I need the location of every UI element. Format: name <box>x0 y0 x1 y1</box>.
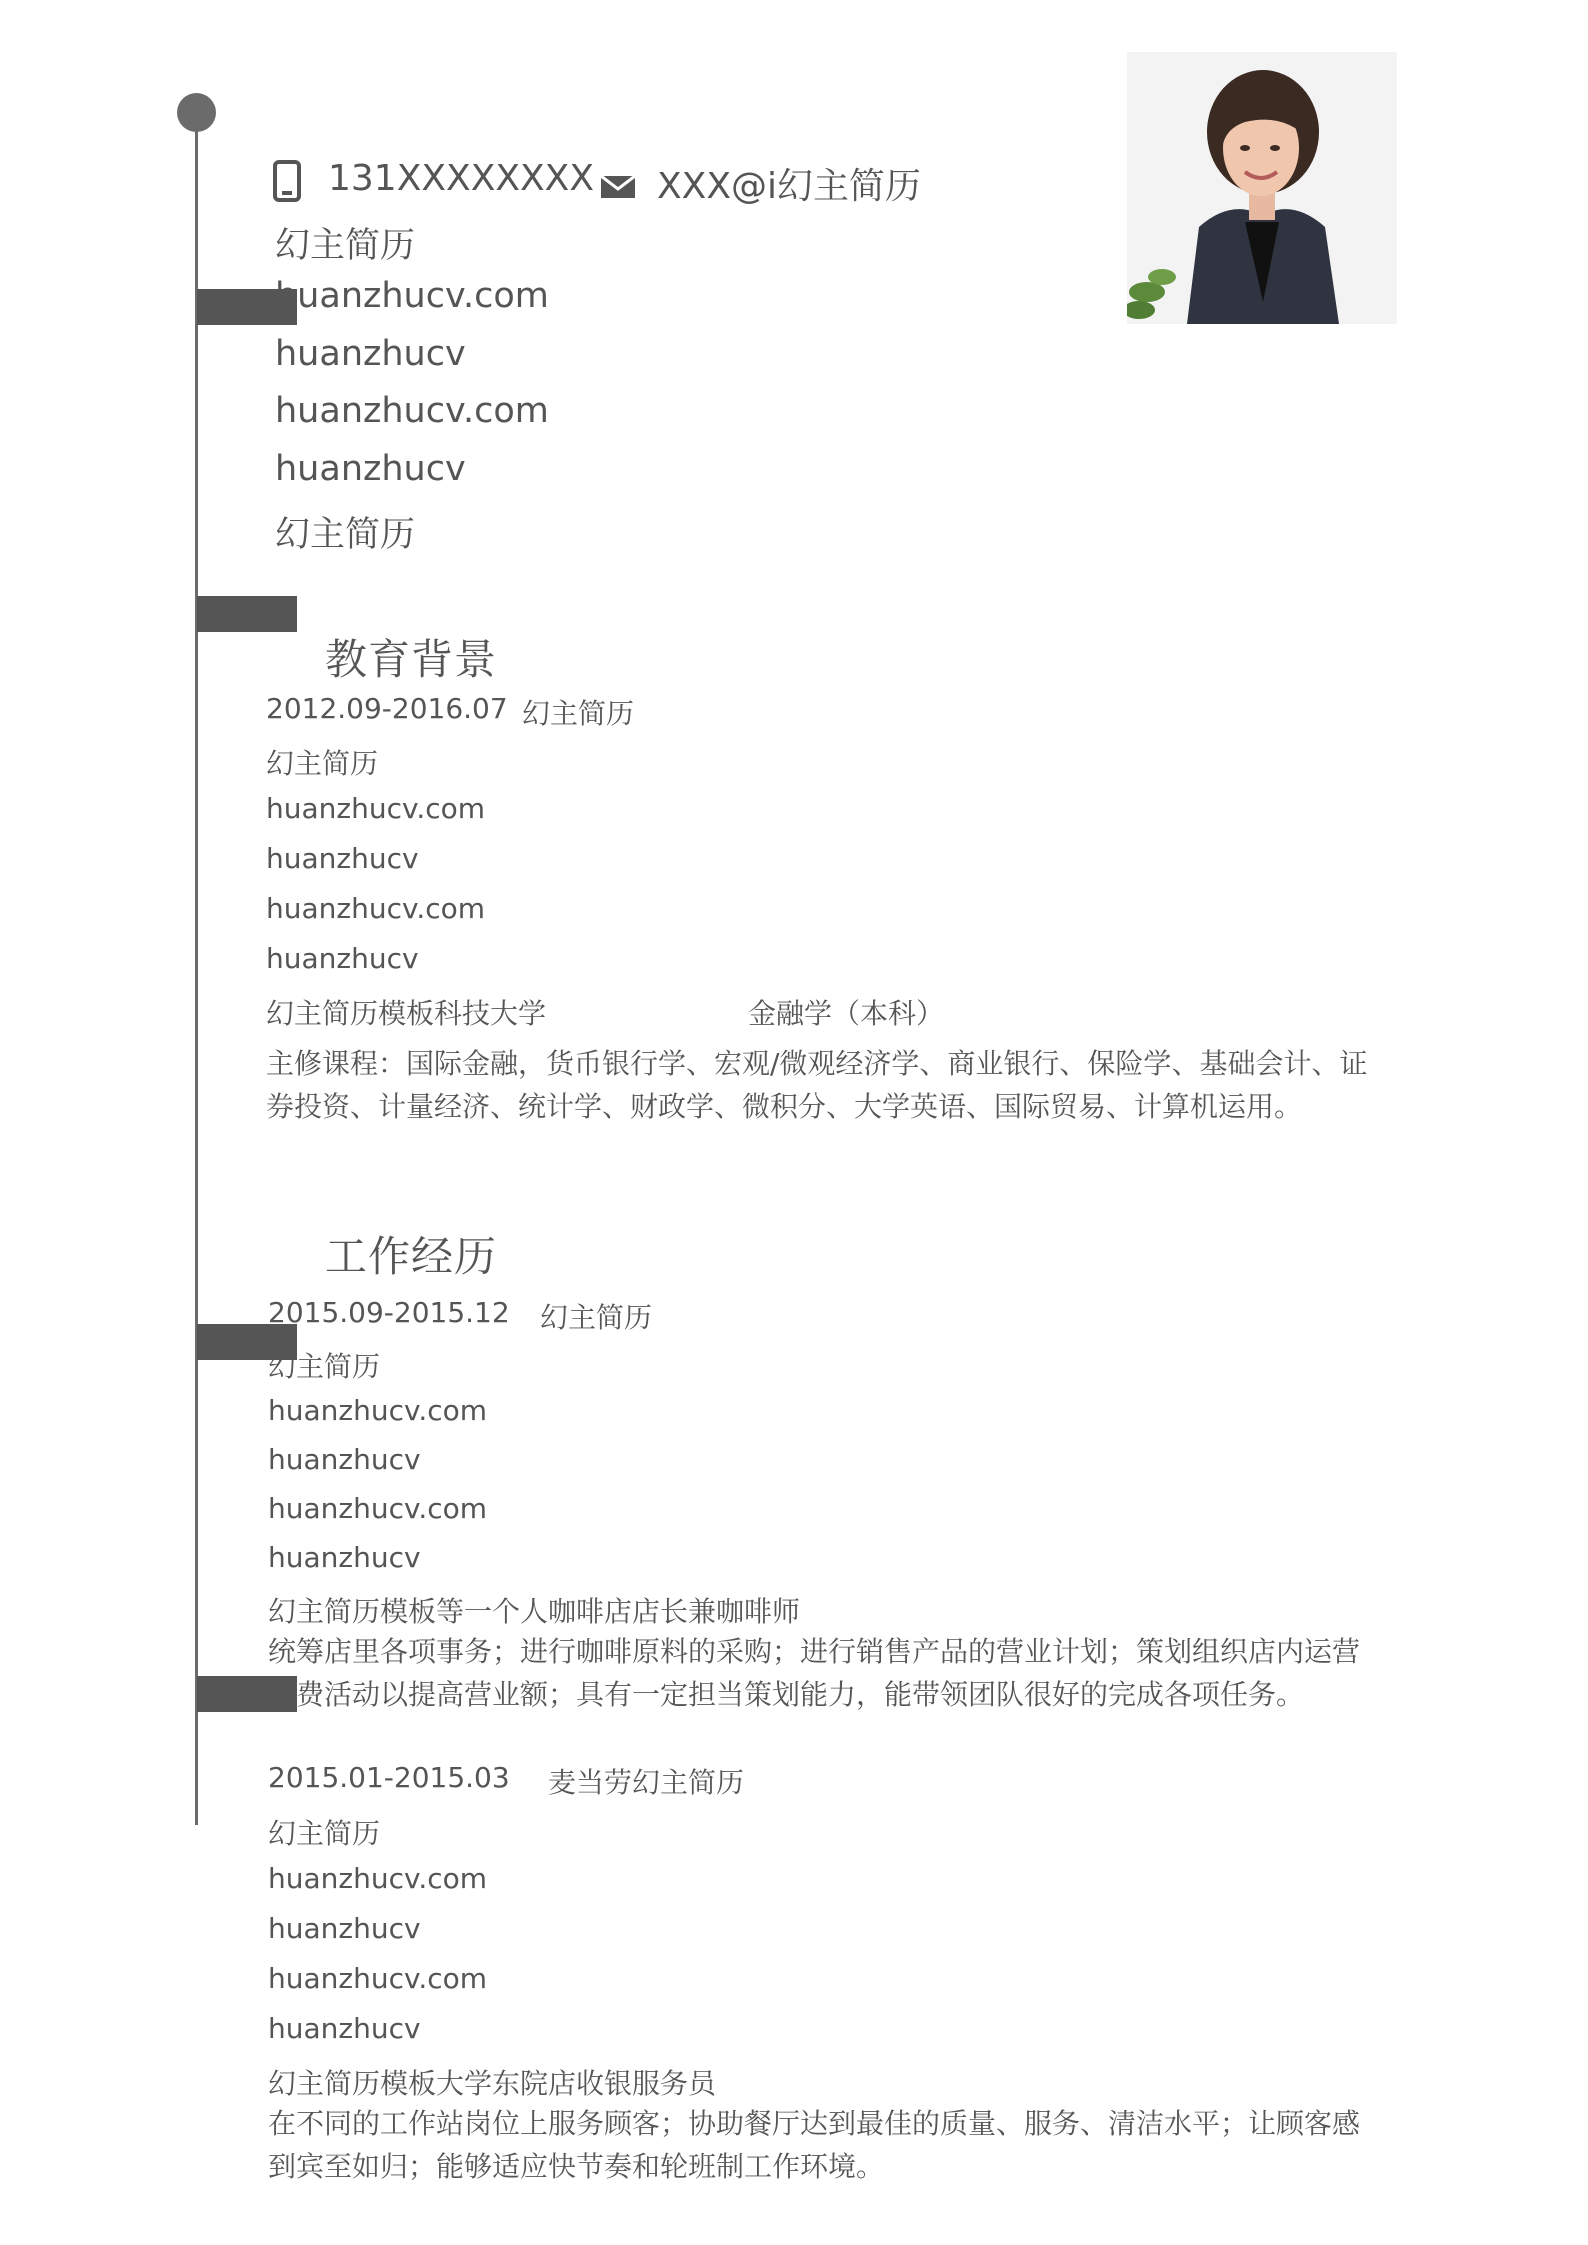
job-date: 2015.01-2015.03 <box>268 1761 510 1794</box>
profile-line: 幻主简历 <box>275 226 416 266</box>
job-line: huanzhucv <box>268 1912 421 1945</box>
profile-photo <box>1127 52 1397 324</box>
profile-line: huanzhucv <box>275 449 466 489</box>
job-role: 幻主简历模板大学东院店收银服务员 <box>268 2067 717 2100</box>
phone-icon <box>273 160 301 206</box>
job-line: huanzhucv <box>268 1443 421 1476</box>
job-description: 统筹店里各项事务；进行咖啡原料的采购；进行销售产品的营业计划；策划组织店内运营消费活动以提高营业额；具有一定担当策划能力，能带领团队很好的完成各项任务。 <box>268 1635 1361 1711</box>
job-description: 在不同的工作站岗位上服务顾客；协助餐厅达到最佳的质量、服务、清洁水平；让顾客感到宾至如归；能够适应快节奏和轮班制工作环境。 <box>268 2107 1361 2183</box>
job-role: 幻主简历模板等一个人咖啡店店长兼咖啡师 <box>268 1595 801 1628</box>
job-date: 2015.09-2015.12 <box>268 1296 510 1329</box>
email-address: XXX@i幻主简历 <box>657 166 921 207</box>
job-line: huanzhucv <box>268 1541 421 1574</box>
profile-line: huanzhucv <box>275 334 466 374</box>
job-line: huanzhucv.com <box>268 1862 488 1895</box>
job-line: huanzhucv.com <box>268 1492 488 1525</box>
timeline-marker-education <box>197 596 297 632</box>
education-org: 幻主简历 <box>522 697 635 730</box>
education-courses: 主修课程：国际金融，货币银行学、宏观/微观经济学、商业银行、保险学、基础会计、证券投资、计量经济、统计学、财政学、微积分、大学英语、国际贸易、计算机运用。 <box>266 1047 1368 1123</box>
profile-line: huanzhucv.com <box>275 391 549 431</box>
job-line: 幻主简历 <box>268 1817 381 1850</box>
work-title: 工作经历 <box>325 1232 498 1281</box>
envelope-icon <box>600 174 636 204</box>
education-line: huanzhucv.com <box>266 792 486 825</box>
timeline-line <box>195 112 198 1825</box>
education-school: 幻主简历模板科技大学 <box>266 997 547 1030</box>
education-line: huanzhucv.com <box>266 892 486 925</box>
job-line: huanzhucv.com <box>268 1962 488 1995</box>
job-line: huanzhucv <box>268 2012 421 2045</box>
profile-line: 幻主简历 <box>275 515 416 555</box>
job-org: 麦当劳幻主简历 <box>548 1766 745 1799</box>
education-title: 教育背景 <box>325 635 498 684</box>
job-line: huanzhucv.com <box>268 1394 488 1427</box>
education-line: huanzhucv <box>266 842 419 875</box>
phone-number: 131XXXXXXXX <box>328 158 595 199</box>
education-line: 幻主简历 <box>266 747 379 780</box>
education-line: huanzhucv <box>266 942 419 975</box>
education-date: 2012.09-2016.07 <box>266 692 508 725</box>
job-org: 幻主简历 <box>540 1301 653 1334</box>
profile-line: huanzhucv.com <box>275 276 549 316</box>
education-major: 金融学（本科） <box>748 997 945 1030</box>
job-line: 幻主简历 <box>268 1350 381 1383</box>
timeline-dot <box>177 93 216 132</box>
